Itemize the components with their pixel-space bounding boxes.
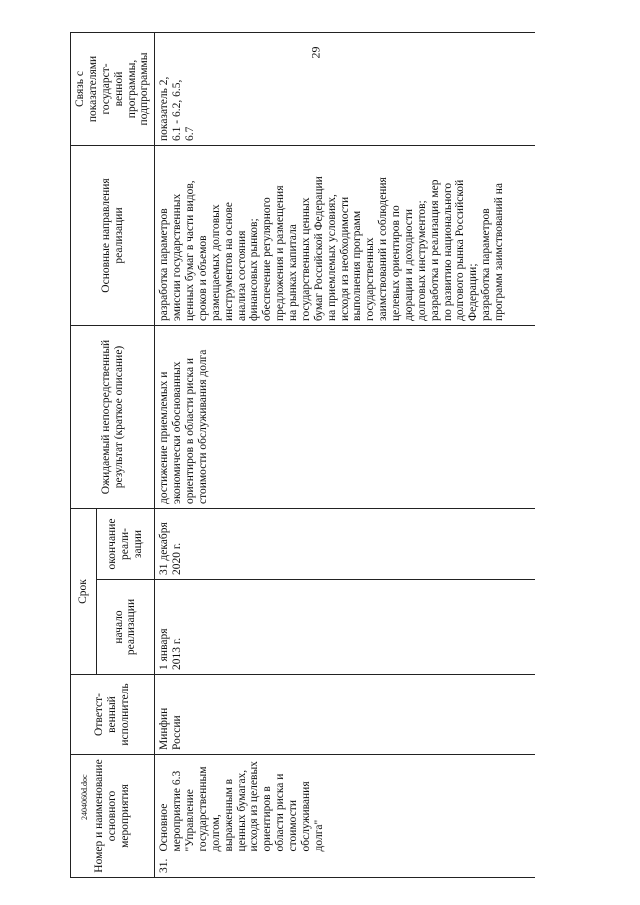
header-executor: Ответст- венный исполнитель [71,675,155,755]
document-footer: 2404060d.doc [80,774,89,820]
page-number: 29 [308,46,323,59]
row-number: 31. [155,856,535,878]
cell-start: 1 января 2013 г. [155,580,535,675]
cell-result: достижение приемлемых и экономически обоснованных ориентиров в области риска и стоимости обслуживания долга [155,325,535,508]
cell-directions: разработка параметров эмиссии государственных ценных бумаг в части видов, сроков и объемов размещаемых долговых инструментов на основе анализа состояния финансовых рынков; обеспечение регулярного предложения и размещения на рынках капитала государственных ценных бумаг Российской Федерации на приемлемых условиях, исходя из необходимости выполнения программ государственных заимствований и соблюдения целевых ориентиров по дюрации и доходности долговых инструментов; разработка и реализация мер по развитию национального долгового рынка Российской Федерации; разработка параметров программ заимствований на [155,145,535,325]
header-term: Срок [71,508,97,674]
cell-executor: Минфин России [155,675,535,755]
rotated-table-container [70,33,555,878]
cell-end: 31 декабря 2020 г. [155,508,535,579]
table-row [155,32,535,877]
header-measure: Номер и наименование основного мероприятия [71,755,155,878]
cell-link: показатель 2, 6.1 - 6.2, 6.5, 6.7 [155,32,535,145]
header-directions: Основные направления реализации [71,145,155,325]
cell-measure: Основное мероприятие 6.3 "Управление государственным долгом, выраженным в ценных бумагах, исходя из целевых ориентиров в области риска и стоимости обслуживания долга" [155,755,535,856]
header-start: начало реализации [96,580,155,675]
header-link: Связь с показателями государст- венной программы, подпрограммы [71,32,155,145]
header-end: окончание реали- зации [96,508,155,579]
measures-table [70,32,535,878]
header-result: Ожидаемый непосредственный результат (краткое описание) [71,325,155,508]
